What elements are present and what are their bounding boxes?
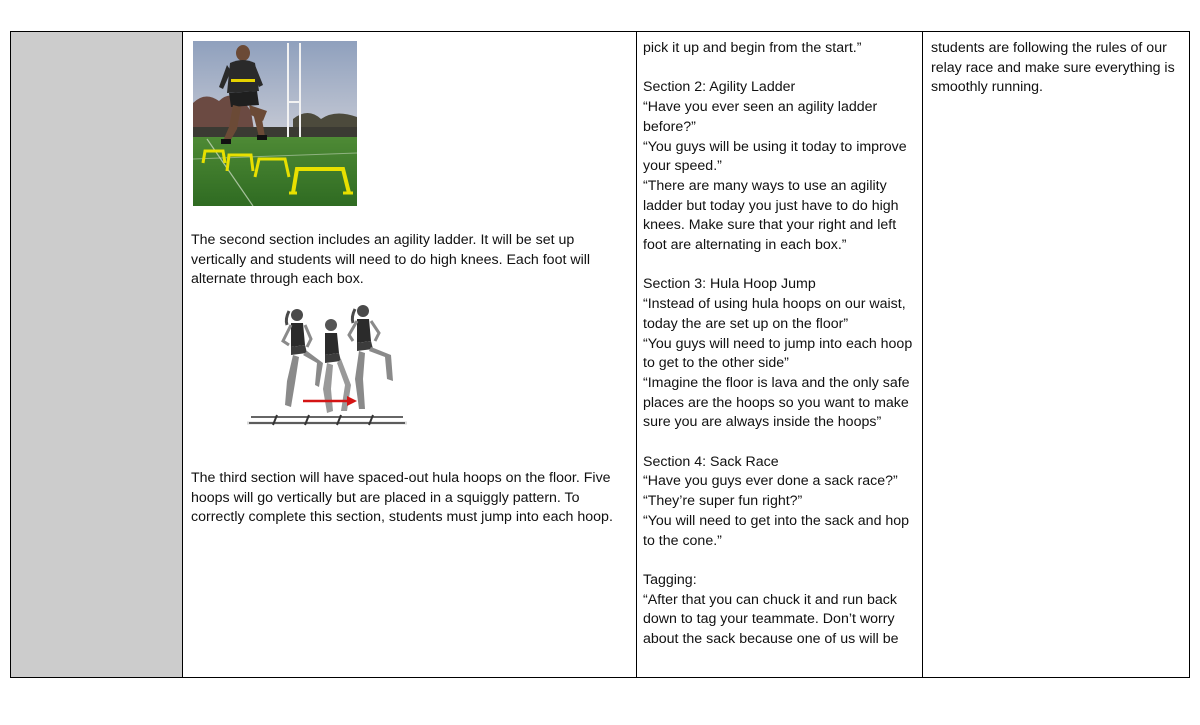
label-column (11, 32, 183, 677)
supervision-notes-text: students are following the rules of our relay race and make sure everything is smoothly running. (931, 40, 1175, 96)
agility-ladder-description: The second section includes an agility ladder. It will be set up vertically and students will need to do high knees. Each foot will alternate through each box. (191, 232, 591, 288)
section-script-text: pick it up and begin from the start.” Section 2: Agility Ladder “Have you ever seen an agility ladder before?” “You guys will be using it today to improve your speed.” “There are many ways to use an agility ladder but today you just have to do high knees. Make sure that your right and left foot are alternating in each box.” Section 3: Hula Hoop Jump “Instead of using hula hoops on our waist, today the are set up on the floor” “You guys will need to jump into each hoop to get to the other side” “Imagine the floor is lava and the only safe places are the hoops so you want to make sure you are always inside the hoops” Section 4: Sack Race “Have you guys ever done a sack race?” “They’re super fun right?” “You will need to get into the sack and hop to the cone.” Tagging: “After that you can chuck it and run back down to tag your teammate. Don’t worry about the sack because one of us will be (643, 40, 913, 648)
hula-hoop-description: The third section will have spaced-out hula hoops on the floor. Five hoops will go vertically but are placed in a squiggly pattern. To correctly complete this section, students must jump into each hoop. (191, 470, 613, 526)
hurdle-training-photo (193, 41, 357, 206)
agility-ladder-high-knees-illustration (247, 301, 411, 429)
notes-column (923, 32, 1189, 677)
lesson-plan-table (10, 31, 1190, 678)
script-column (637, 32, 923, 677)
description-column (183, 32, 637, 677)
